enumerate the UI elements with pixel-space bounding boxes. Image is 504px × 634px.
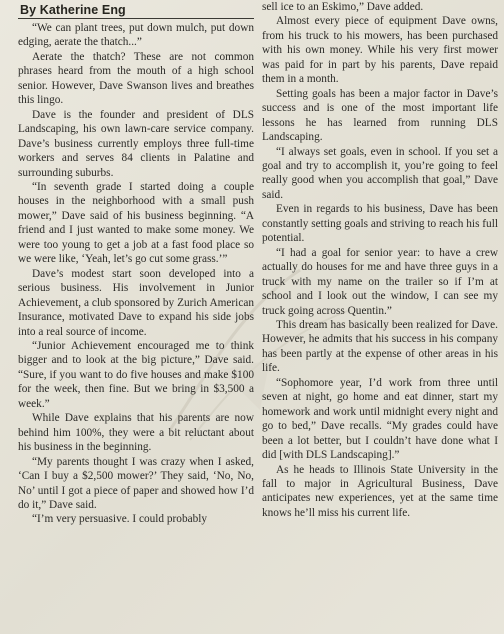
byline-rule [18, 0, 254, 19]
paragraph-continued: sell ice to an Eskimo,” Dave added. [262, 1, 424, 13]
paragraph: While Dave explains that his parents are now behind him 100%, they were a bit reluctant about his business in the beginning. [18, 412, 254, 454]
paragraph: Dave’s modest start soon developed into a serious business. His involvement in Junior Achievement, a club sponsored by Zurich American Insurance, motivated Dave to expand his side jobs into a real source of income. [18, 267, 254, 338]
byline: By Katherine Eng [20, 3, 126, 17]
paragraph: “We can plant trees, put down mulch, put down edging, aerate the thatch...” [18, 22, 254, 49]
paragraph: Even in regards to his business, Dave has been constantly setting goals and striving to reach his full potential. [262, 203, 498, 245]
paragraph: “My parents thought I was crazy when I asked, ‘Can I buy a $2,500 mower?’ They said, ‘No, No, No’ until I got a piece of paper and showed how I’d do it,” Dave said. [18, 455, 254, 511]
paragraph: Aerate the thatch? These are not common phrases heard from the mouth of a high school senior. However, Dave Swanson lives and breathes this lingo. [18, 50, 254, 107]
paragraph: Dave is the founder and president of DLS Landscaping, his own lawn-care service company. Dave’s business currently employs three full-time workers and serves 84 clients in Palatine and surrounding suburbs. [18, 108, 254, 179]
right-column [262, 0, 498, 520]
paragraph: “Sophomore year, I’d work from three until seven at night, go home and eat dinner, start my homework and work until midnight every night and go to bed,” Dave recalls. “My grades could have been a lot better, but I couldn’t have done what I did [with DLS Landscaping].” [262, 376, 498, 462]
paragraph: “In seventh grade I started doing a couple houses in the neighborhood with a small push mower,” Dave said of his business beginning. “A friend and I just wanted to make some money. We were too young to get a job at a fast food place so we were like, ‘Yeah, let’s go cut some grass.’” [18, 180, 254, 266]
left-column [18, 0, 254, 527]
paragraph: “I’m very persuasive. I could probably [32, 513, 208, 526]
paragraph: “Junior Achievement encouraged me to think bigger and to look at the big picture,” Dave said. “Sure, if you want to do five houses and make $100 for the week, then fine. But we bring in $3,500 a week.” [18, 339, 254, 410]
paragraph: “I always set goals, even in school. If you set a goal and try to accomplish it, you’re going to feel really good when you accomplish that goal,” Dave said. [262, 145, 498, 201]
paragraph: Almost every piece of equipment Dave owns, from his truck to his mowers, has been purchased with his own money. While his very first mower was paid for in part by his parents, Dave repaid them in a month. [262, 15, 498, 86]
paragraph: Setting goals has been a major factor in Dave’s success and is one of the most important life lessons he has learned from running DLS Landscaping. [262, 87, 498, 144]
paragraph: “I had a goal for senior year: to have a crew actually do houses for me and have three guys in a truck with my name on the trailer so if I’m at school and I look out the window, I can see my truck going across Quentin.” [262, 246, 498, 317]
paragraph: This dream has basically been realized for Dave. However, he admits that his success in his company has been partly at the expense of other areas in his life. [262, 318, 498, 375]
paragraph: As he heads to Illinois State University in the fall to major in Agricultural Business, Dave anticipates new experiences, yet at the same time knows he’ll miss his current life. [262, 463, 498, 519]
